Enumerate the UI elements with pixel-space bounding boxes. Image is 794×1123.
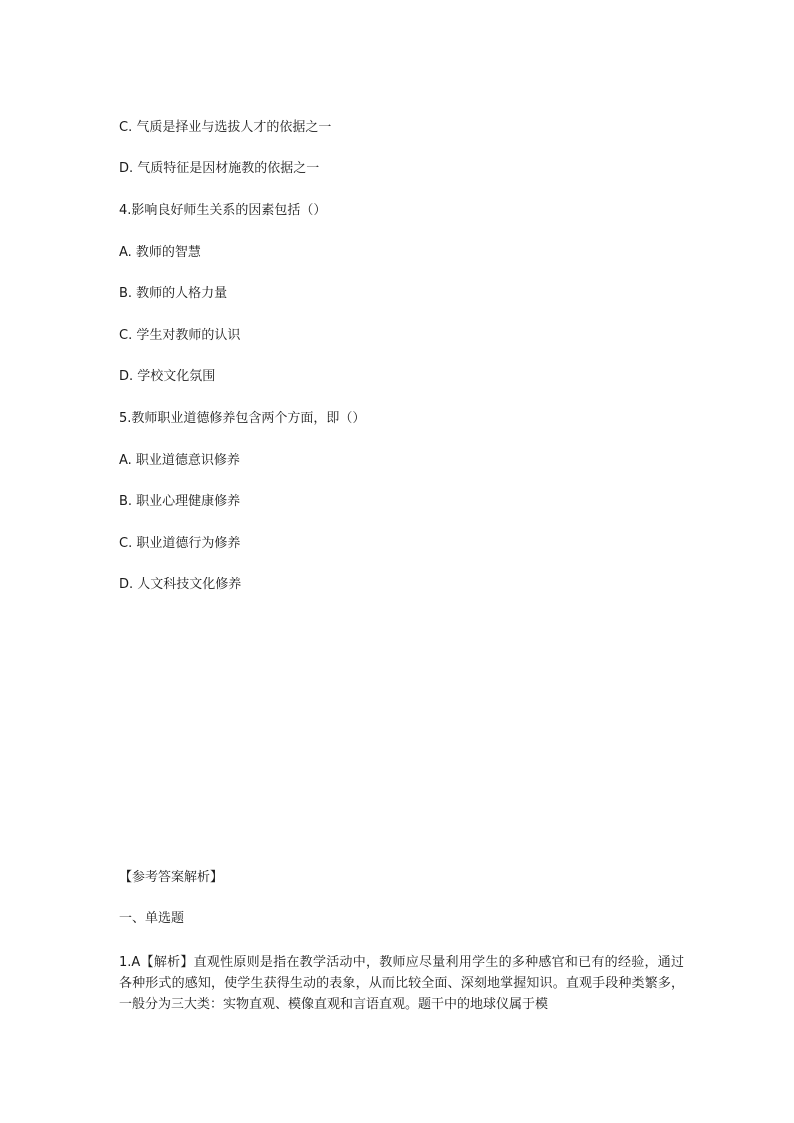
option-c-q5: C. 职业道德行为修养 (119, 536, 241, 551)
option-a-q4: A. 教师的智慧 (119, 245, 201, 260)
option-a-q5: A. 职业道德意识修养 (119, 453, 240, 468)
question-5: 5.教师职业道德修养包含两个方面，即（） (119, 411, 366, 426)
option-d-q3: D. 气质特征是因材施教的依据之一 (119, 161, 320, 176)
option-b-q5: B. 职业心理健康修养 (119, 494, 241, 509)
option-d-q4: D. 学校文化氛围 (119, 369, 216, 384)
answer-explanation: 1.A【解析】直观性原则是指在教学活动中，教师应尽量利用学生的多种感官和已有的经验，通过各种形式的感知，使学生获得生动的表象，从而比较全面、深刻地掌握知识。直观手段种类繁多，一般分为三大类：实物直观、模像直观和言语直观。题干中的地球仪属于模 (119, 955, 684, 1012)
option-c-q4: C. 学生对教师的认识 (119, 328, 241, 343)
option-b-q4: B. 教师的人格力量 (119, 286, 228, 301)
option-d-q5: D. 人文科技文化修养 (119, 577, 242, 592)
question-4: 4.影响良好师生关系的因素包括（） (119, 203, 327, 218)
answer-section-subtitle: 一、单选题 (119, 911, 185, 926)
option-c-q3: C. 气质是择业与选拔人才的依据之一 (119, 120, 332, 135)
answer-section-title: 【参考答案解析】 (119, 870, 224, 885)
